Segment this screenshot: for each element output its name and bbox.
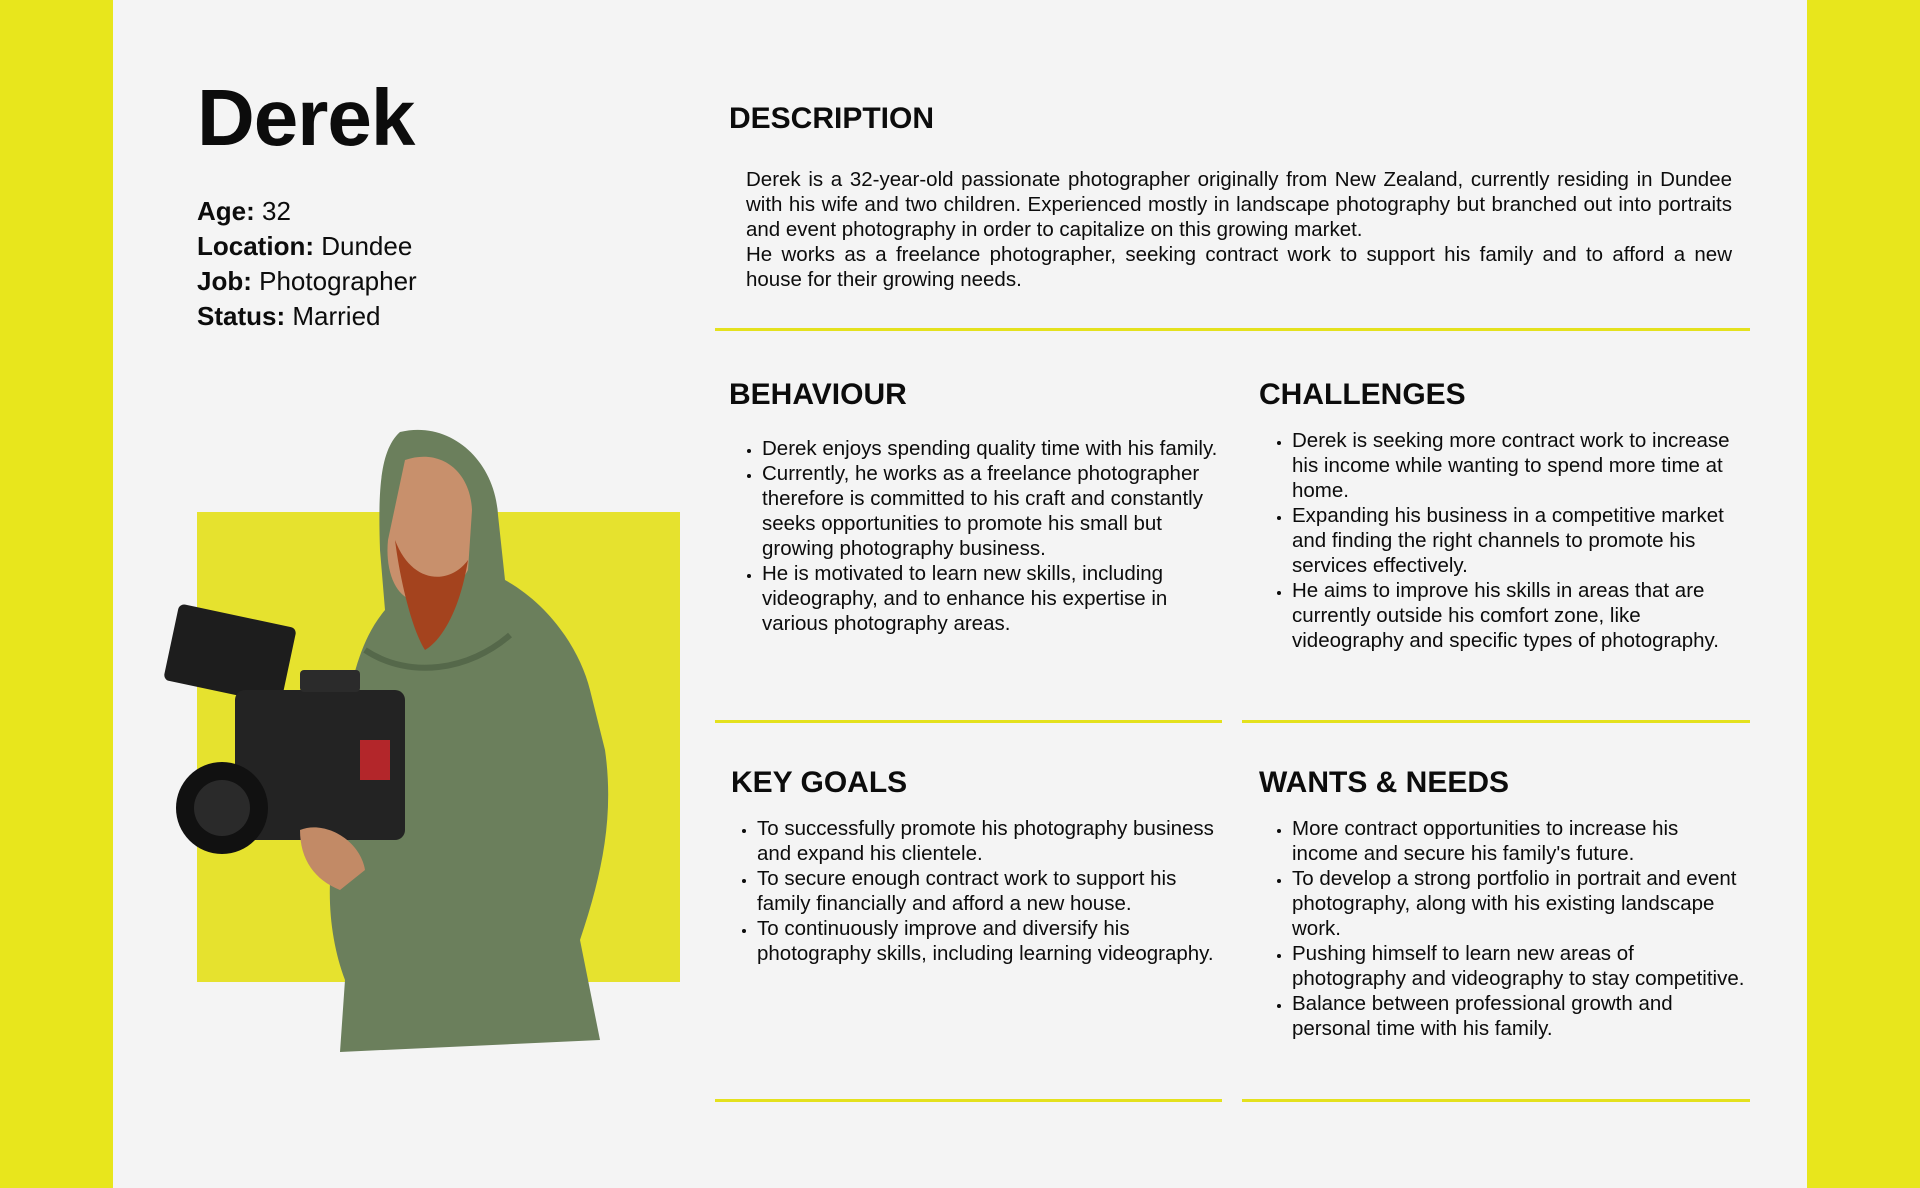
- list-item: • To secure enough contract work to support his family financially and afford a new house.: [757, 866, 1227, 916]
- list-item: • To continuously improve and diversify his photography skills, including learning videography.: [757, 916, 1227, 966]
- key-goals-list: [736, 816, 1227, 966]
- list-item: • Derek enjoys spending quality time with his family.: [762, 436, 1222, 461]
- divider: [1242, 720, 1750, 723]
- list-item: • He is motivated to learn new skills, including videography, and to enhance his expertise in various photography areas.: [762, 561, 1222, 636]
- list-item: • More contract opportunities to increase his income and secure his family's future.: [1292, 816, 1747, 866]
- persona-photo: [150, 420, 690, 1052]
- fact-job: [197, 264, 417, 299]
- behaviour-heading: BEHAVIOUR: [729, 378, 907, 411]
- fact-value: 32: [262, 196, 291, 226]
- fact-value: Dundee: [321, 231, 413, 261]
- persona-name: Derek: [197, 73, 415, 162]
- list-item: • To develop a strong portfolio in portrait and event photography, along with his existing landscape work.: [1292, 866, 1747, 941]
- description-paragraph: Derek is a 32-year-old passionate photographer originally from New Zealand, currently residing in Dundee with his wife and two children. Experienced mostly in landscape photography but branched out into portraits and event photography in order to capitalize on this growing market.: [746, 168, 1732, 241]
- key-goals-heading: KEY GOALS: [731, 766, 908, 799]
- wants-needs-list: [1271, 816, 1747, 1041]
- fact-value: Married: [292, 301, 381, 331]
- list-item: • Derek is seeking more contract work to increase his income while wanting to spend more time at home.: [1292, 428, 1747, 503]
- list-item: • Expanding his business in a competitive market and finding the right channels to promote his services effectively.: [1292, 503, 1747, 578]
- list-item: • Balance between professional growth and personal time with his family.: [1292, 991, 1747, 1041]
- fact-value: Photographer: [259, 266, 417, 296]
- list-item: • Pushing himself to learn new areas of photography and videography to stay competitive.: [1292, 941, 1747, 991]
- behaviour-list: [741, 436, 1222, 636]
- divider: [1242, 1099, 1750, 1102]
- challenges-list: [1271, 428, 1747, 653]
- wants-needs-heading: WANTS & NEEDS: [1259, 766, 1510, 799]
- divider: [715, 720, 1222, 723]
- fact-label: Status:: [197, 301, 286, 331]
- list-item: • He aims to improve his skills in areas that are currently outside his comfort zone, like videography and specific types of photography.: [1292, 578, 1747, 653]
- fact-location: [197, 229, 417, 264]
- description-text: [746, 167, 1732, 292]
- fact-status: [197, 299, 417, 334]
- fact-age: [197, 194, 417, 229]
- persona-facts: [197, 194, 417, 334]
- description-heading: DESCRIPTION: [729, 102, 935, 135]
- fact-label: Age:: [197, 196, 255, 226]
- divider: [715, 1099, 1222, 1102]
- challenges-heading: CHALLENGES: [1259, 378, 1466, 411]
- divider: [715, 328, 1750, 331]
- description-paragraph: He works as a freelance photographer, seeking contract work to support his family and to afford a new house for their growing needs.: [746, 243, 1732, 291]
- fact-label: Job:: [197, 266, 252, 296]
- list-item: • Currently, he works as a freelance photographer therefore is committed to his craft and constantly seeks opportunities to promote his small but growing photography business.: [762, 461, 1222, 561]
- list-item: • To successfully promote his photography business and expand his clientele.: [757, 816, 1227, 866]
- fact-label: Location:: [197, 231, 314, 261]
